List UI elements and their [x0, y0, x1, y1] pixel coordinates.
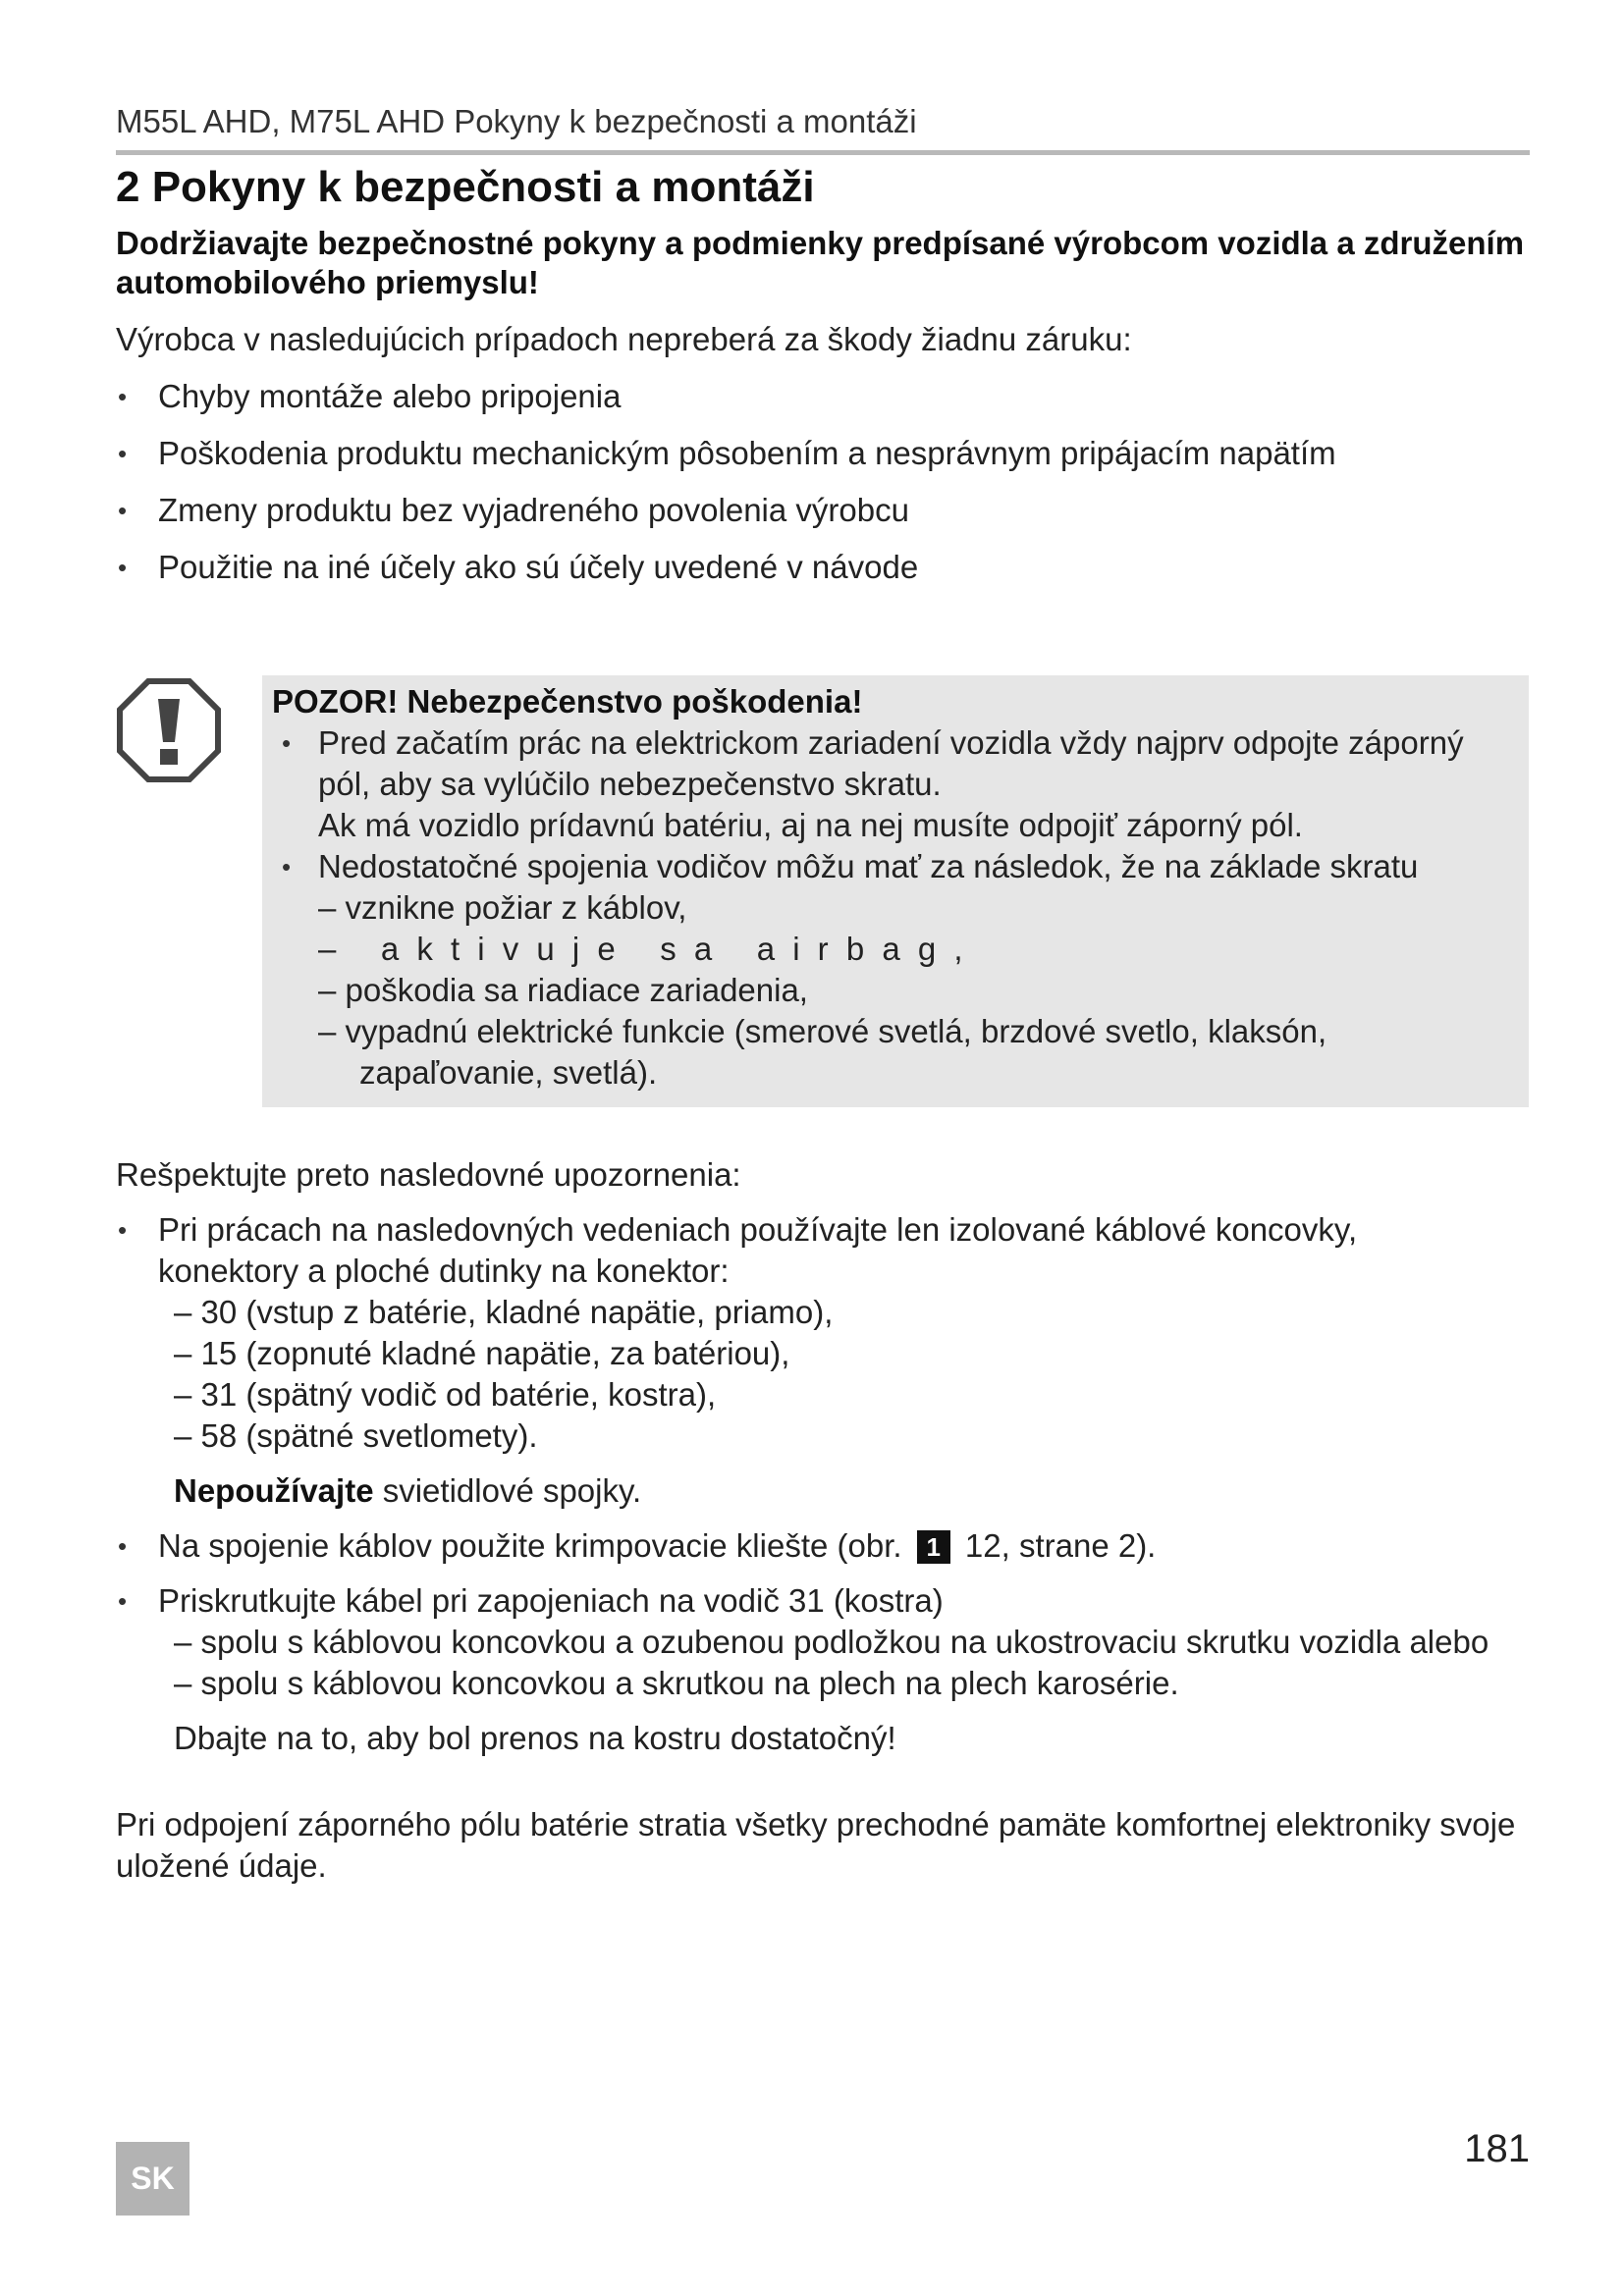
note-subitem: – spolu s káblovou koncovkou a skrutkou na plech na plech karosérie. — [174, 1665, 1179, 1701]
note-text: Na spojenie káblov použite krimpovacie kliešte (obr. — [158, 1527, 902, 1564]
note-text: konektory a ploché dutinky na konektor: — [158, 1253, 730, 1289]
warning-subitem: – poškodia sa riadiace zariadenia, — [318, 972, 808, 1008]
warning-subitem: zapaľovanie, svetlá). — [359, 1054, 658, 1091]
warning-text: pól, aby sa vylúčilo nebezpečenstvo skratu. — [318, 766, 942, 802]
warning-subitem: – vznikne požiar z káblov, — [318, 889, 687, 926]
list-item — [116, 1525, 1530, 1567]
note-emphasis: Nepoužívajte — [174, 1472, 374, 1509]
warning-item — [272, 846, 1509, 1094]
list-item: • Použitie na iné účely ako sú účely uvedené v návode — [116, 547, 1530, 588]
note-text: svietidlové spojky. — [373, 1472, 642, 1509]
section-title: 2 Pokyny k bezpečnosti a montáži — [116, 163, 815, 211]
notes-intro: Rešpektujte preto nasledovné upozornenia: — [116, 1156, 741, 1193]
note-subitem: – 31 (spätný vodič od batérie, kostra), — [174, 1376, 717, 1413]
warning-subitem: – vypadnú elektrické funkcie (smerové svetlá, brzdové svetlo, klaksón, — [318, 1013, 1327, 1049]
figure-callout-badge: 1 — [917, 1530, 950, 1564]
note-text: 12, strane 2). — [964, 1527, 1157, 1564]
page-number: 181 — [1464, 2127, 1530, 2170]
warning-item — [272, 722, 1509, 846]
notes-list — [116, 1209, 1530, 1759]
running-header: M55L AHD, M75L AHD Pokyny k bezpečnosti a montáži — [116, 103, 917, 139]
note-subitem: – 15 (zopnuté kladné napätie, za batériou), — [174, 1335, 790, 1371]
note-remark — [158, 1470, 1530, 1512]
note-subitem: – 58 (spätné svetlomety). — [174, 1417, 538, 1454]
warning-box — [262, 675, 1529, 1107]
note-text: • Pri prácach na nasledovných vedeniach používajte len izolované káblové koncovky, — [158, 1211, 1358, 1248]
warning-octagon-icon — [116, 677, 222, 783]
list-item: • Chyby montáže alebo pripojenia — [116, 376, 1530, 417]
warning-text: • Nedostatočné spojenia vodičov môžu mať za následok, že na základe skratu — [318, 848, 1419, 884]
warning-subitem: – aktivuje sa airbag, — [318, 931, 981, 967]
note-subitem: – spolu s káblovou koncovkou a ozubenou podložkou na ukostrovaciu skrutku vozidla alebo — [174, 1624, 1489, 1660]
language-badge: SK — [116, 2142, 189, 2216]
list-item: • Zmeny produktu bez vyjadreného povolenia výrobcu — [116, 490, 1530, 531]
warning-text: Ak má vozidlo prídavnú batériu, aj na nej musíte odpojiť záporný pól. — [318, 807, 1303, 843]
warning-title: POZOR! Nebezpečenstvo poškodenia! — [272, 683, 863, 720]
note-subitem: – 30 (vstup z batérie, kladné napätie, priamo), — [174, 1294, 834, 1330]
warning-text: • Pred začatím prác na elektrickom zariadení vozidla vždy najprv odpojte záporný — [318, 724, 1464, 761]
list-item — [116, 1209, 1530, 1512]
note-remark: Dbajte na to, aby bol prenos na kostru dostatočný! — [174, 1720, 896, 1756]
header-divider — [116, 150, 1530, 155]
warranty-exclusions-list — [116, 376, 1530, 604]
lead-paragraph: Dodržiavajte bezpečnostné pokyny a podmienky predpísané výrobcom vozidla a združením automobilového priemyslu! — [116, 225, 1525, 300]
list-item: • Poškodenia produktu mechanickým pôsobením a nesprávnym pripájacím napätím — [116, 433, 1530, 474]
warning-list — [272, 722, 1509, 1094]
note-text: • Priskrutkujte kábel pri zapojeniach na vodič 31 (kostra) — [158, 1582, 944, 1619]
closing-paragraph: Pri odpojení záporného pólu batérie stratia všetky prechodné pamäte komfortnej elektroniky svoje uložené údaje. — [116, 1806, 1516, 1884]
warranty-intro: Výrobca v nasledujúcich prípadoch nepreberá za škody žiadnu záruku: — [116, 321, 1132, 357]
list-item — [116, 1580, 1530, 1759]
